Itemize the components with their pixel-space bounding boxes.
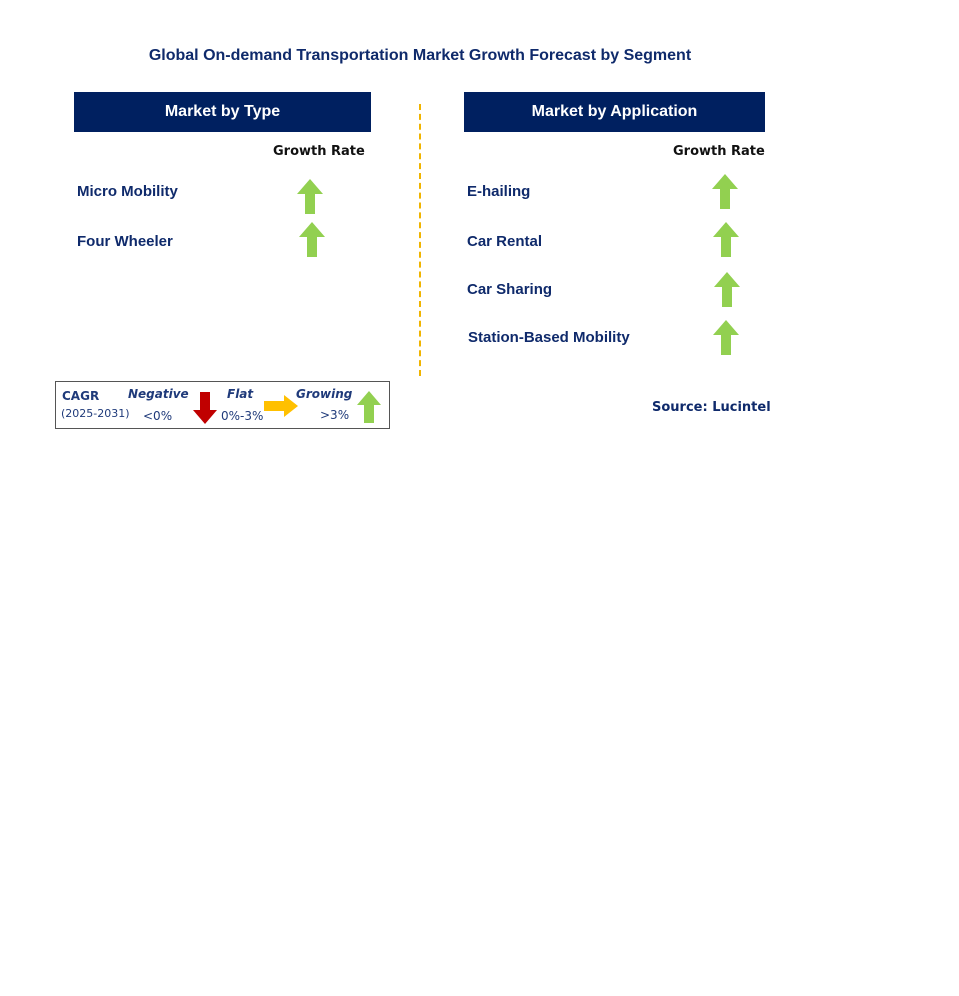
legend-negative-range: <0%	[143, 409, 173, 423]
legend-period: (2025-2031)	[61, 407, 130, 420]
legend-flat-range: 0%-3%	[221, 409, 264, 423]
segment-label-car-sharing: Car Sharing	[467, 281, 553, 298]
segment-label-four-wheeler: Four Wheeler	[77, 233, 173, 250]
up-arrow-icon	[357, 391, 381, 423]
segment-label-station-based-mobility: Station-Based Mobility	[468, 329, 630, 346]
chart-title: Global On-demand Transportation Market Growth Forecast by Segment	[148, 47, 692, 64]
down-arrow-icon	[193, 392, 217, 424]
application-panel-header: Market by Application	[464, 92, 765, 132]
up-arrow-icon	[713, 222, 739, 257]
legend-growing-label: Growing	[296, 387, 353, 401]
up-arrow-icon	[714, 272, 740, 307]
panel-divider	[419, 104, 421, 376]
source-note: Source: Lucintel	[652, 400, 771, 415]
type-panel-header: Market by Type	[74, 92, 371, 132]
application-growth-rate-label: Growth Rate	[673, 144, 765, 159]
segment-label-micro-mobility: Micro Mobility	[77, 183, 178, 200]
segment-label-e-hailing: E-hailing	[467, 183, 531, 200]
cagr-legend	[55, 381, 390, 429]
type-growth-rate-label: Growth Rate	[273, 144, 365, 159]
right-arrow-icon	[264, 395, 298, 417]
legend-flat-label: Flat	[227, 387, 254, 401]
legend-negative-label: Negative	[128, 387, 189, 401]
up-arrow-icon	[299, 222, 325, 257]
up-arrow-icon	[713, 320, 739, 355]
legend-growing-range: >3%	[320, 408, 350, 422]
up-arrow-icon	[297, 179, 323, 214]
legend-cagr-label: CAGR	[62, 389, 100, 403]
segment-label-car-rental: Car Rental	[467, 233, 543, 250]
up-arrow-icon	[712, 174, 738, 209]
